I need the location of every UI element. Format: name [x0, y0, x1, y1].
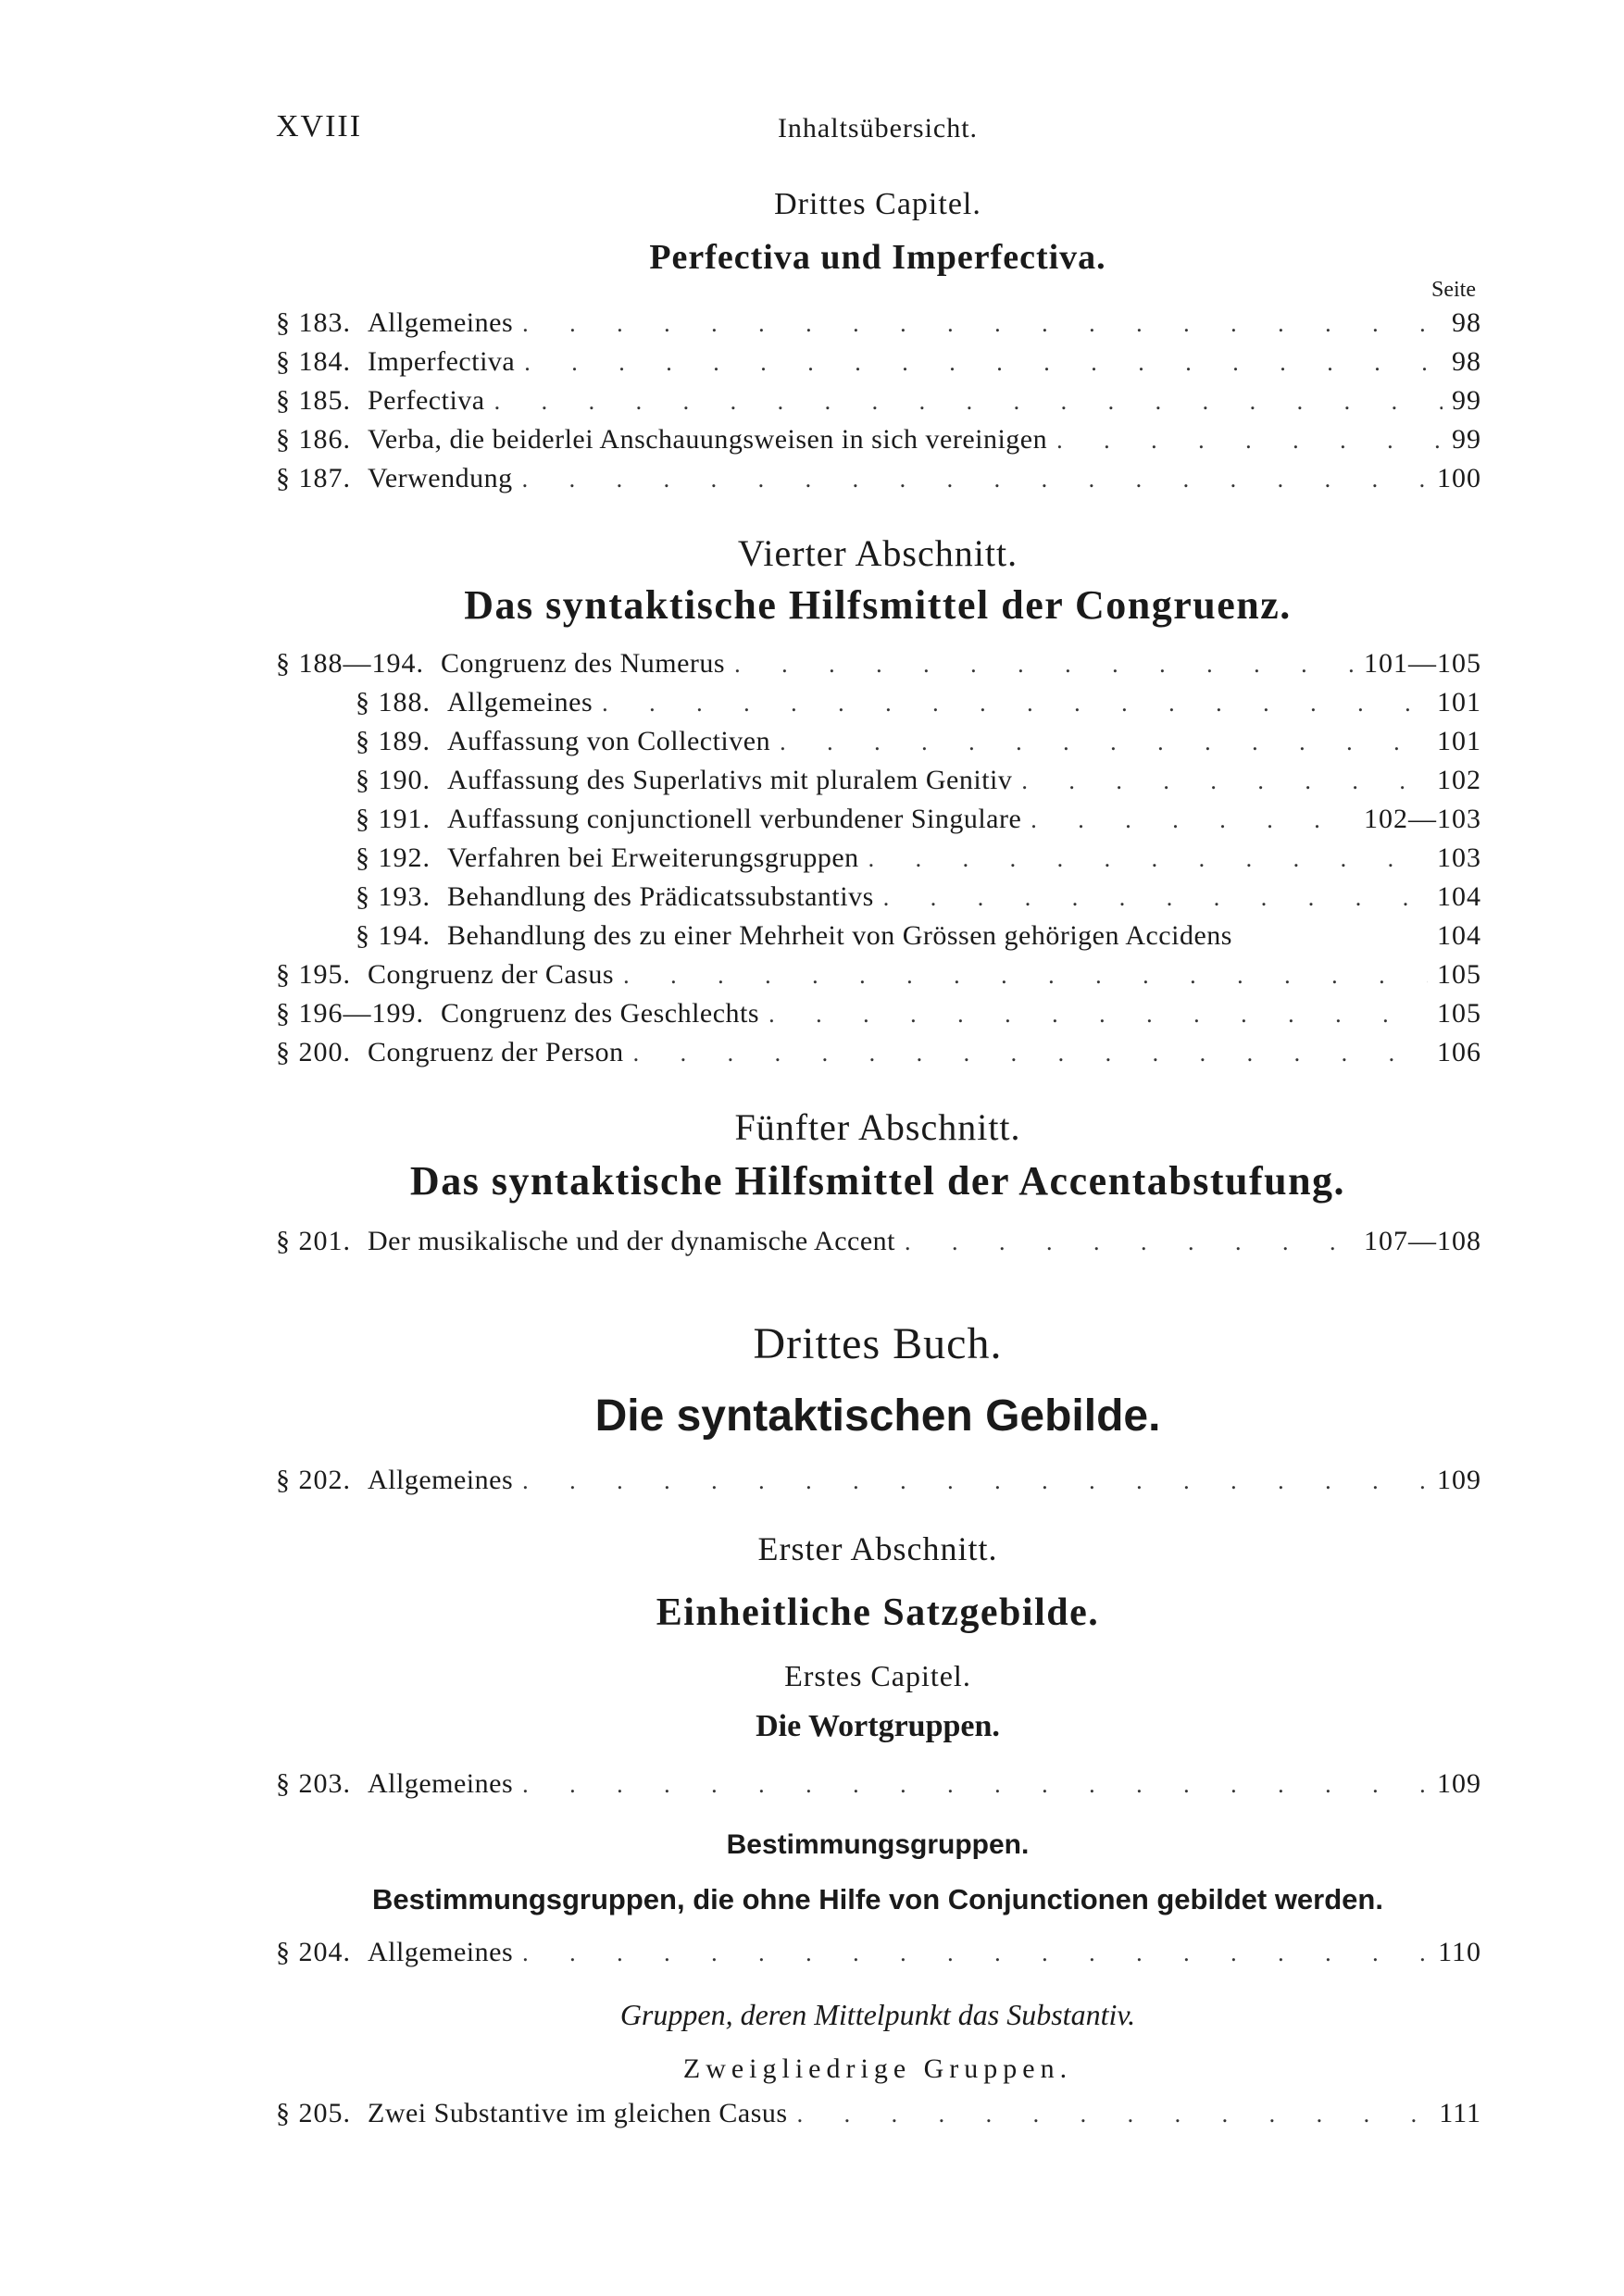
toc-number: § 205. — [276, 2098, 351, 2128]
toc-page: 104 — [1437, 920, 1481, 951]
italic-heading: Gruppen, deren Mittelpunkt das Substantiv. — [619, 1998, 1136, 2031]
section-title: Das syntaktische Hilfsmittel der Congruenz. — [464, 582, 1292, 628]
toc-number: § 188—194. — [276, 648, 424, 679]
toc-number: § 187. — [276, 463, 351, 493]
toc-page: 105 — [1437, 959, 1481, 990]
toc-number: § 196—199. — [276, 998, 424, 1029]
toc-page: 100 — [1437, 463, 1481, 493]
toc-number: § 183. — [276, 307, 351, 338]
toc-entry[interactable] — [356, 881, 1481, 918]
seite-label: Seite — [1431, 278, 1476, 302]
toc-title: Auffassung von Collectiven — [447, 726, 771, 756]
dot-leader — [905, 1229, 1355, 1256]
group-subheading: Bestimmungsgruppen, die ohne Hilfe von Conjunctionen gebildet werden. — [372, 1883, 1383, 1915]
dot-leader — [868, 845, 1428, 873]
toc-title: Congruenz des Numerus — [441, 648, 726, 679]
dot-leader — [768, 1001, 1428, 1029]
toc-entry[interactable] — [356, 687, 1481, 724]
toc-entry[interactable] — [356, 765, 1481, 802]
toc-entry[interactable] — [276, 959, 1481, 996]
toc-page: 99 — [1452, 385, 1481, 416]
toc-number: § 191. — [356, 804, 431, 834]
chapter-title: Perfectiva und Imperfectiva. — [649, 238, 1106, 277]
toc-page: 98 — [1452, 346, 1481, 377]
toc-number: § 188. — [356, 687, 431, 718]
toc-entry[interactable] — [276, 1037, 1481, 1074]
page-number: XVIII — [276, 109, 363, 144]
toc-page: 98 — [1452, 307, 1481, 338]
toc-title: Auffassung conjunctionell verbundener Singulare — [447, 804, 1022, 834]
spaced-heading: Zweigliedrige Gruppen. — [682, 2053, 1073, 2084]
dot-leader — [522, 1771, 1428, 1799]
toc-page: 106 — [1437, 1037, 1481, 1067]
toc-entry[interactable] — [276, 1226, 1481, 1263]
dot-leader — [494, 388, 1443, 416]
toc-number: § 202. — [276, 1465, 351, 1495]
toc-page: 102—103 — [1364, 804, 1481, 834]
toc-page: 101 — [1437, 726, 1481, 756]
toc-title: Der musikalische und der dynamische Accent — [368, 1226, 895, 1256]
toc-title: Behandlung des zu einer Mehrheit von Grössen gehörigen Accidens — [447, 920, 1232, 951]
toc-number: § 193. — [356, 881, 431, 912]
toc-entry[interactable] — [276, 307, 1481, 344]
toc-title: Imperfectiva — [368, 346, 516, 377]
dot-leader — [1031, 806, 1355, 834]
section-title: Das syntaktische Hilfsmittel der Accentabstufung. — [409, 1158, 1346, 1204]
toc-title: Allgemeines — [447, 687, 593, 718]
toc-number: § 190. — [356, 765, 431, 795]
toc-page: 102 — [1437, 765, 1481, 795]
toc-entry[interactable] — [276, 998, 1481, 1035]
toc-number: § 204. — [276, 1937, 351, 1967]
toc-page: 111 — [1439, 2098, 1481, 2128]
toc-entry[interactable] — [276, 1937, 1481, 1974]
toc-title: Auffassung des Superlativs mit pluralem Genitiv — [447, 765, 1013, 795]
toc-title: Zwei Substantive im gleichen Casus — [368, 2098, 788, 2128]
section-title: Einheitliche Satzgebilde. — [656, 1591, 1100, 1634]
toc-entry[interactable] — [276, 1768, 1481, 1805]
toc-title: Congruenz der Person — [368, 1037, 624, 1067]
toc-title: Allgemeines — [368, 1465, 514, 1495]
toc-title: Behandlung des Prädicatssubstantivs — [447, 881, 874, 912]
running-title: Inhaltsübersicht. — [777, 113, 979, 144]
dot-leader — [522, 310, 1443, 338]
page-header — [276, 109, 1480, 150]
toc-title: Allgemeines — [368, 1937, 514, 1967]
book-title: Die syntaktischen Gebilde. — [594, 1391, 1161, 1441]
toc-number: § 189. — [356, 726, 431, 756]
toc-title: Congruenz des Geschlechts — [441, 998, 760, 1029]
toc-entry[interactable] — [356, 842, 1481, 880]
toc-page: 101—105 — [1364, 648, 1481, 679]
toc-number: § 186. — [276, 424, 351, 455]
section-label: Vierter Abschnitt. — [737, 532, 1018, 574]
dot-leader — [633, 1040, 1428, 1067]
toc-number: § 200. — [276, 1037, 351, 1067]
dot-leader — [734, 651, 1355, 679]
toc-entry[interactable] — [276, 1465, 1481, 1502]
toc-title: Congruenz der Casus — [368, 959, 615, 990]
dot-leader — [522, 466, 1428, 493]
toc-number: § 184. — [276, 346, 351, 377]
toc-entry[interactable] — [276, 463, 1481, 500]
toc-number: § 194. — [356, 920, 431, 951]
dot-leader — [780, 729, 1428, 756]
toc-page: 107—108 — [1364, 1226, 1481, 1256]
dot-leader — [602, 690, 1428, 718]
dot-leader — [1021, 767, 1428, 795]
toc-page: 109 — [1437, 1465, 1481, 1495]
toc-page: 104 — [1437, 881, 1481, 912]
toc-title: Verwendung — [368, 463, 513, 493]
toc-entry[interactable] — [356, 726, 1481, 763]
dot-leader — [623, 962, 1428, 990]
toc-title: Verba, die beiderlei Anschauungsweisen in sich vereinigen — [368, 424, 1048, 455]
section-label: Erster Abschnitt. — [757, 1530, 998, 1567]
toc-title: Allgemeines — [368, 307, 514, 338]
toc-number: § 195. — [276, 959, 351, 990]
toc-page: 109 — [1437, 1768, 1481, 1799]
toc-title: Allgemeines — [368, 1768, 514, 1799]
chapter-title: Die Wortgruppen. — [756, 1709, 1000, 1743]
dot-leader — [524, 349, 1443, 377]
toc-entry[interactable] — [356, 804, 1481, 841]
toc-title: Perfectiva — [368, 385, 485, 416]
toc-entry[interactable] — [276, 385, 1481, 422]
dot-leader — [522, 1940, 1429, 1967]
dot-leader — [522, 1467, 1428, 1495]
toc-entry[interactable] — [276, 2098, 1481, 2135]
toc-page: 105 — [1437, 998, 1481, 1029]
toc-page: 101 — [1437, 687, 1481, 718]
section-label: Fünfter Abschnitt. — [734, 1106, 1021, 1148]
toc-entry[interactable] — [276, 346, 1481, 383]
chapter-label: Erstes Capitel. — [784, 1659, 971, 1692]
dot-leader — [883, 884, 1428, 912]
book-label: Drittes Buch. — [753, 1319, 1003, 1368]
toc-number: § 192. — [356, 842, 431, 873]
toc-number: § 185. — [276, 385, 351, 416]
toc-number: § 203. — [276, 1768, 351, 1799]
toc-title: Verfahren bei Erweiterungsgruppen — [447, 842, 859, 873]
toc-entry[interactable] — [276, 648, 1481, 685]
dot-leader — [1056, 427, 1443, 455]
toc-number: § 201. — [276, 1226, 351, 1256]
toc-entry[interactable] — [276, 424, 1481, 461]
group-heading: Bestimmungsgruppen. — [726, 1829, 1030, 1860]
chapter-label: Drittes Capitel. — [774, 187, 981, 221]
toc-page: 103 — [1437, 842, 1481, 873]
toc-page: 99 — [1452, 424, 1481, 455]
dot-leader — [797, 2101, 1430, 2128]
toc-page: 110 — [1438, 1937, 1481, 1967]
toc-entry[interactable] — [356, 920, 1481, 957]
